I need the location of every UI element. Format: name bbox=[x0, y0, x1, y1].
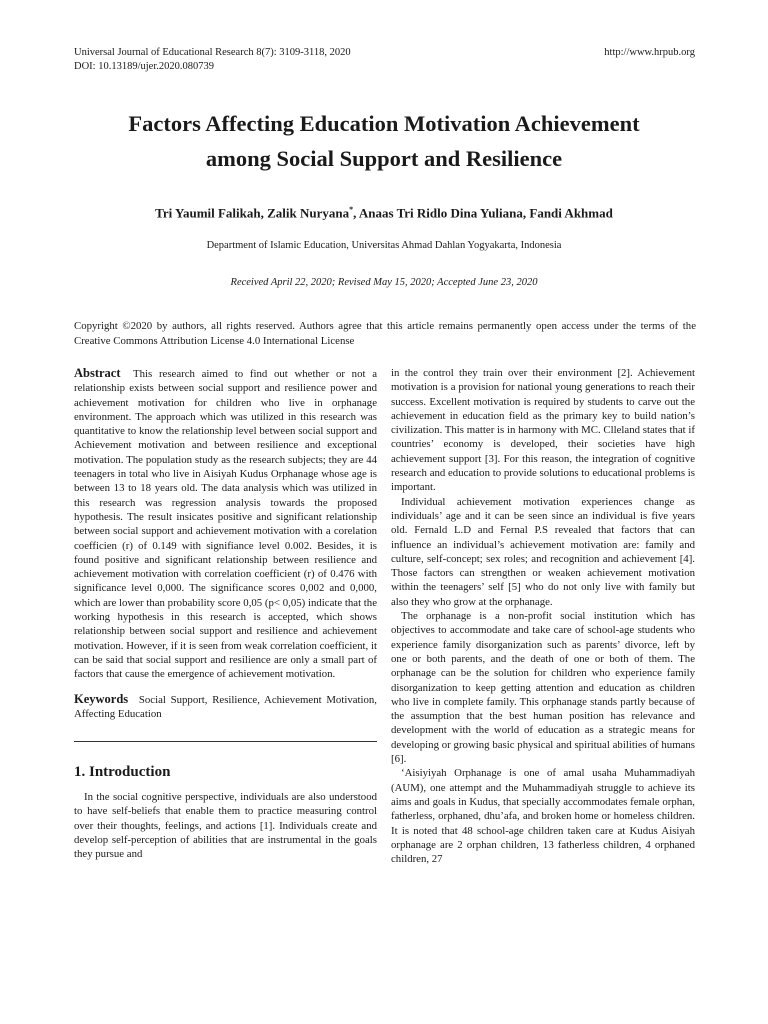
left-column bbox=[74, 366, 377, 862]
paper-title bbox=[60, 106, 708, 176]
body-paragraph-4: ‘Aisiyiyah Orphanage is one of amal usaha Muhammadiyah (AUM), one attempt and the Muhammadiyah struggle to achieve its aims and goals in Kudus, that specially accommodates female orphan, fatherless, orphaned, dhu’afa, and broken home or homeless children. It is noted that 48 school-age children taken care at Kudus Aisiyah orphanage are 2 orphan children, 13 fatherless children, 4 orphaned children, 27 bbox=[391, 767, 695, 866]
authors-part-2: , Anaas Tri Ridlo Dina Yuliana, Fandi Akhmad bbox=[353, 205, 613, 221]
section-divider bbox=[74, 741, 377, 742]
introduction-heading: 1. Introduction bbox=[74, 764, 171, 781]
abstract-text: This research aimed to find out whether or not a relationship exists between social support and resilience power and achievement motivation for children who live in orphanage environment. The approach which was utilized in this research was quantitative to know the relationship level between social support and Achievement motivation and between resilience and exceptional motivation. The population study as the research subjects; they are 44 teenagers in total who live in Aisiyah Kudus Orphanage whose age is between 13 to 18 years old. The data analysis which was utilized in this research was regression analysis towards the proposed hypothesis. The result insicates positive and significant relationship between social support and achievement motivation with a corelation coefficien (r) of 0.149 with signifiance level 0.002. Besides, it is found positive and significant relationship between resilience and achievement motivation with correlation coefficient (r) of 0.476 with significance level 0,000. The significance scores 0,002 and 0,000, which are lower than probability score 0,05 (p< 0,05) indicate that the working hypothesis in this research is accepted, which shows relationship between social support and resilience and achievement motivation. However, if it is seen from weak correlation coefficient, it can be said that social support and resilience are only a small part of factors that cause the emergence of achievement motivation. bbox=[74, 368, 377, 681]
title-line-2: among Social Support and Resilience bbox=[205, 146, 563, 171]
title-line-1: Factors Affecting Education Motivation Achievement bbox=[128, 111, 640, 136]
corresponding-author-mark: * bbox=[349, 205, 354, 214]
author-list bbox=[60, 201, 708, 222]
body-paragraph-3: The orphanage is a non-profit social institution which has objectives to accommodate and take care of school-age students who experience family disorganization such as parents’ divorce, left by one or both parents, and the death of one or both of them. The orphanage can be the solution for children who experience family disorganization to keep getting attention and education as children who live in complete family. This orphanage stands partly because of the assumption that the best human position has relevance and development with the world of education as a strategic means for developing or growing basic physical and spiritual abilities of humans [6]. bbox=[391, 610, 695, 766]
authors-part-1: Tri Yaumil Falikah, Zalik Nuryana bbox=[155, 205, 350, 221]
journal-citation: Universal Journal of Educational Research 8(7): 3109-3118, 2020 bbox=[74, 47, 351, 58]
body-paragraph-2: Individual achievement motivation experiences change as individuals’ age and it can be seen since an individual is five years old. Fernald L.D and Fernal P.S revealed that factors that can influence an individual’s achievement motivation are: family and culture, self-concept; sex roles; and recognition and achievement [4]. Those factors can strengthen or weaken achievement motivation within the teenagers’ self [5] who do not only live with family but also they who grow at the orphanage. bbox=[391, 495, 695, 608]
keywords-text: Social Support, Resilience, Achievement Motivation, Affecting Education bbox=[74, 693, 377, 720]
journal-url[interactable]: http://www.hrpub.org bbox=[604, 47, 695, 58]
abstract bbox=[74, 366, 377, 682]
keywords-label: Keywords bbox=[74, 691, 129, 706]
doi: DOI: 10.13189/ujer.2020.080739 bbox=[74, 61, 214, 72]
copyright-notice: Copyright ©2020 by authors, all rights reserved. Authors agree that this article remains permanently open access under the terms of the Creative Commons Attribution License 4.0 International License bbox=[74, 320, 696, 347]
running-header bbox=[74, 46, 351, 74]
abstract-label: Abstract bbox=[74, 366, 121, 380]
body-paragraph-1: in the control they train over their environment [2]. Achievement motivation is a provision for national young generations to reach their success. Excellent motivation is required by students to carve out the achievement in education field as the primary key to build nation’s civilization. This matter is in harmony with MC. Clleland states that if countries’ economy is developed, their societies have high achievement support [3]. For this reason, the integration of cognitive research and education to provide solutions to educational problems is important. bbox=[391, 367, 695, 494]
keywords bbox=[74, 692, 377, 722]
submission-dates: Received April 22, 2020; Revised May 15, 2020; Accepted June 23, 2020 bbox=[230, 277, 538, 288]
introduction-paragraph: In the social cognitive perspective, individuals are also understood to have self-beliefs that enable them to practice measuring control over their thoughts, feelings, and actions [1]. Individuals create and develop self-perception of abilities that are instrumental in the goals they pursue and bbox=[74, 791, 377, 861]
affiliation: Department of Islamic Education, Universitas Ahmad Dahlan Yogyakarta, Indonesia bbox=[206, 240, 562, 251]
right-column bbox=[391, 366, 695, 866]
